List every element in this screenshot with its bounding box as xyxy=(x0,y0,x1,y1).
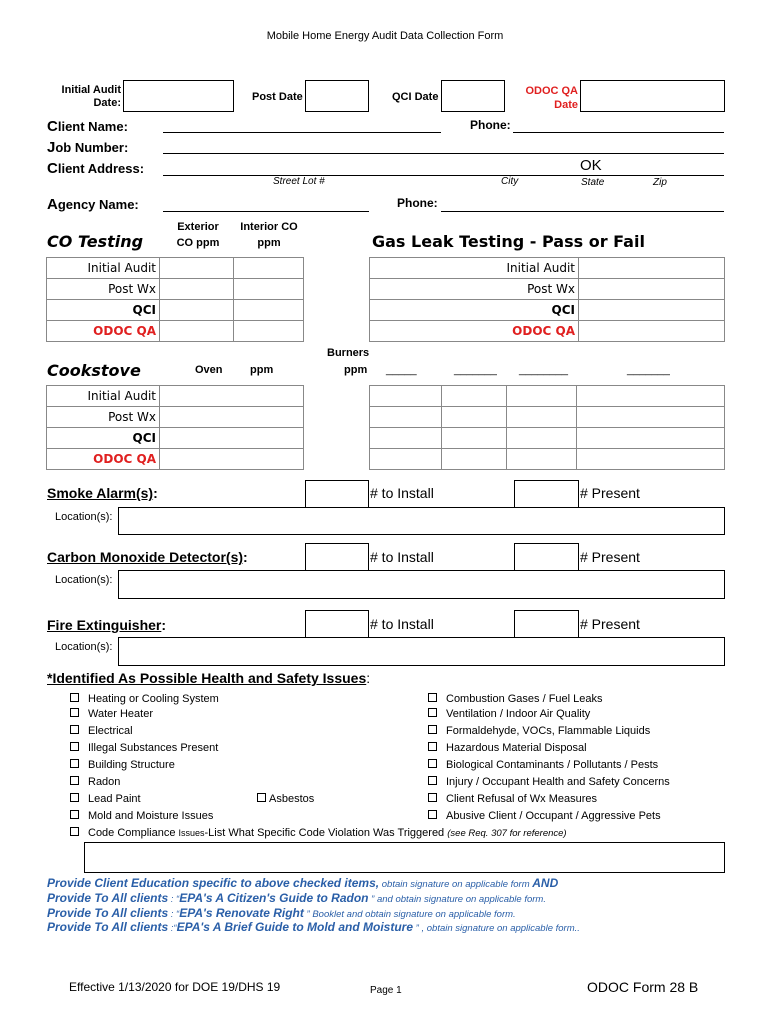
smoke-install-label: # to Install xyxy=(370,485,434,501)
issue-label: Radon xyxy=(88,776,121,788)
issue-checkbox[interactable] xyxy=(70,791,141,808)
education-text: Booklet and obtain signature on applicable form. xyxy=(309,909,516,920)
issue-checkbox[interactable] xyxy=(428,706,590,723)
zip-hint: Zip xyxy=(653,177,667,188)
fire-install-label: # to Install xyxy=(370,616,434,632)
co-detector-label xyxy=(47,549,248,565)
row-label: QCI xyxy=(47,300,160,321)
table-row xyxy=(370,258,725,279)
issue-label: Heating or Cooling System xyxy=(88,693,219,705)
table-row xyxy=(47,321,304,342)
code-label-a: Code Compliance xyxy=(88,827,179,839)
fire-location-label: Location(s): xyxy=(55,641,113,653)
client-name-text: lient Name: xyxy=(57,119,128,134)
checkbox-icon[interactable] xyxy=(70,725,79,734)
colon: : xyxy=(243,549,248,565)
checkbox-icon[interactable] xyxy=(70,827,79,836)
cell-input[interactable] xyxy=(160,449,304,470)
co-detector-text: Carbon Monoxide Detector(s) xyxy=(47,549,244,565)
cookstove-heading: Cookstove xyxy=(47,361,141,380)
colon: : xyxy=(161,617,167,633)
cell-input[interactable] xyxy=(160,300,234,321)
cell-input[interactable] xyxy=(234,258,304,279)
cell-input[interactable] xyxy=(160,279,234,300)
cell-input[interactable] xyxy=(370,407,442,428)
fire-present-label: # Present xyxy=(580,616,640,632)
post-date-field[interactable] xyxy=(305,80,369,112)
issue-label: Injury / Occupant Health and Safety Concerns xyxy=(446,776,670,788)
cell-input[interactable] xyxy=(160,407,304,428)
education-text: Provide To All clients xyxy=(47,906,169,920)
cell-input[interactable] xyxy=(577,386,725,407)
burner-3-blank[interactable]: ________ xyxy=(519,364,568,376)
row-label: Post Wx xyxy=(47,407,160,428)
checkbox-icon[interactable] xyxy=(428,776,437,785)
street-hint: Street Lot # xyxy=(273,176,325,187)
co-install-field[interactable] xyxy=(305,543,369,573)
education-text: Provide To All clients xyxy=(47,891,169,905)
code-label-c: -List What Specific Code Violation Was Triggered xyxy=(204,827,448,839)
date-label: Date: xyxy=(93,97,121,109)
page-title: Mobile Home Energy Audit Data Collection Form xyxy=(266,30,504,42)
smoke-alarm-text: Smoke Alarm(s) xyxy=(47,485,154,501)
interior-ppm-label: ppm xyxy=(257,237,281,249)
cell-input[interactable] xyxy=(577,428,725,449)
burners-label: Burners xyxy=(327,347,370,359)
initial-audit-date-field[interactable] xyxy=(123,80,234,112)
cell-input[interactable] xyxy=(442,386,507,407)
cell-input[interactable] xyxy=(370,449,442,470)
job-number-label xyxy=(47,139,128,156)
issues-heading xyxy=(47,670,370,686)
colon: : xyxy=(366,670,371,686)
cell-input[interactable] xyxy=(507,386,577,407)
table-row xyxy=(47,449,304,470)
client-address-initial: C xyxy=(47,160,58,177)
issue-checkbox[interactable] xyxy=(428,791,597,808)
checkbox-icon[interactable] xyxy=(428,693,437,702)
table-row xyxy=(47,279,304,300)
education-text: : “ xyxy=(168,894,180,905)
issue-label: Combustion Gases / Fuel Leaks xyxy=(446,693,603,705)
odoc-date-label: Date xyxy=(554,99,578,111)
issue-checkbox[interactable] xyxy=(70,774,120,791)
row-label: QCI xyxy=(370,300,579,321)
cell-input[interactable] xyxy=(370,386,442,407)
checkbox-icon[interactable] xyxy=(428,725,437,734)
oven-ppm-label: ppm xyxy=(250,364,274,376)
checkbox-icon[interactable] xyxy=(428,759,437,768)
co-location-field[interactable] xyxy=(118,570,725,599)
fire-extinguisher-text: Fire Extinguisher xyxy=(47,617,162,633)
burners-ppm-label: ppm xyxy=(344,364,368,376)
table-row xyxy=(370,449,725,470)
burners-table xyxy=(369,385,725,470)
issue-label: Illegal Substances Present xyxy=(88,742,219,754)
co-install-label: # to Install xyxy=(370,549,434,565)
smoke-alarm-label xyxy=(47,485,158,501)
cell-input[interactable] xyxy=(160,321,234,342)
client-address-label xyxy=(47,160,144,177)
issue-checkbox[interactable] xyxy=(428,740,587,757)
education-text: Provide To All clients xyxy=(47,920,169,934)
client-address-text: lient Address: xyxy=(57,161,145,176)
issue-label: Mold and Moisture Issues xyxy=(88,810,214,822)
checkbox-icon[interactable] xyxy=(257,793,266,802)
client-name-field[interactable] xyxy=(163,132,441,133)
smoke-location-field[interactable] xyxy=(118,507,725,535)
co-ppm-label: CO ppm xyxy=(176,237,220,249)
issue-checkbox[interactable] xyxy=(428,757,658,774)
agency-name-label xyxy=(47,196,139,213)
oven-label: Oven xyxy=(195,364,223,376)
education-text: EPA's A Citizen's Guide to Radon xyxy=(179,891,369,905)
odoc-qa-date-field[interactable] xyxy=(580,80,725,112)
initial-audit-label: Initial Audit xyxy=(61,84,121,96)
checkbox-icon[interactable] xyxy=(428,810,437,819)
row-label: Initial Audit xyxy=(47,258,160,279)
job-number-initial: J xyxy=(47,139,56,156)
issue-checkbox[interactable] xyxy=(428,808,661,825)
issue-checkbox[interactable] xyxy=(70,757,175,774)
row-label: Post Wx xyxy=(47,279,160,300)
checkbox-icon[interactable] xyxy=(70,759,79,768)
odoc-qa-label: ODOC QA xyxy=(525,85,578,97)
education-text: Provide Client Education specific to above checked items, xyxy=(47,876,380,890)
checkbox-icon[interactable] xyxy=(70,810,79,819)
gas-leak-heading: Gas Leak Testing - Pass or Fail xyxy=(372,232,645,251)
table-row xyxy=(370,386,725,407)
agency-name-initial: A xyxy=(47,196,58,213)
fire-location-field[interactable] xyxy=(118,637,725,666)
client-phone-label: Phone: xyxy=(470,118,511,132)
colon: : xyxy=(153,485,158,501)
table-row xyxy=(370,428,725,449)
footer-page: Page 1 xyxy=(370,985,402,996)
issue-label: Water Heater xyxy=(88,708,154,720)
fire-extinguisher-label xyxy=(47,617,166,633)
smoke-present-field[interactable] xyxy=(514,480,579,509)
row-label: Initial Audit xyxy=(370,258,579,279)
code-label-b: Issues xyxy=(178,828,205,838)
co-location-label: Location(s): xyxy=(55,574,113,586)
post-date-label: Post Date xyxy=(252,91,303,103)
cell-input[interactable] xyxy=(370,428,442,449)
issue-label: Hazardous Material Disposal xyxy=(446,742,587,754)
table-row xyxy=(370,321,725,342)
agency-phone-field[interactable] xyxy=(441,211,724,212)
table-row xyxy=(370,279,725,300)
education-text: ” xyxy=(413,923,419,934)
cell-input[interactable] xyxy=(160,386,304,407)
co-testing-table xyxy=(46,257,304,342)
issue-checkbox[interactable] xyxy=(428,723,650,740)
interior-co-header xyxy=(236,219,302,251)
education-line-4 xyxy=(47,918,580,936)
row-label: Post Wx xyxy=(370,279,579,300)
row-label: Initial Audit xyxy=(47,386,160,407)
checkbox-icon[interactable] xyxy=(70,793,79,802)
smoke-present-label: # Present xyxy=(580,485,640,501)
cell-input[interactable] xyxy=(234,300,304,321)
initial-audit-date-label xyxy=(40,84,121,110)
footer-form-number: ODOC Form 28 B xyxy=(587,979,699,995)
client-name-initial: C xyxy=(47,118,58,135)
checkbox-icon[interactable] xyxy=(428,793,437,802)
client-phone-field[interactable] xyxy=(513,132,724,133)
city-hint: City xyxy=(501,176,519,187)
education-text: EPA's A Brief Guide to Mold and Moisture xyxy=(176,920,414,934)
checkbox-icon[interactable] xyxy=(428,708,437,717)
education-text: obtain signature on applicable form xyxy=(379,879,533,890)
cell-input[interactable] xyxy=(234,321,304,342)
exterior-label: Exterior xyxy=(177,221,219,233)
co-present-label: # Present xyxy=(580,549,640,565)
agency-phone-label: Phone: xyxy=(397,196,438,210)
education-text: ” xyxy=(303,909,310,920)
issue-checkbox[interactable] xyxy=(70,723,133,740)
odoc-qa-date-label xyxy=(512,84,578,112)
footer-effective: Effective 1/13/2020 for DOE 19/DHS 19 xyxy=(69,980,281,994)
issue-label: Biological Contaminants / Pollutants / Pests xyxy=(446,759,659,771)
state-hint: State xyxy=(581,177,605,188)
row-label: ODOC QA xyxy=(47,321,160,342)
issue-label: Client Refusal of Wx Measures xyxy=(446,793,597,805)
cell-input[interactable] xyxy=(507,407,577,428)
issue-label: Electrical xyxy=(88,725,133,737)
row-label: ODOC QA xyxy=(47,449,160,470)
burner-4-blank[interactable]: _______ xyxy=(627,364,670,376)
issue-label: Lead Paint xyxy=(88,793,141,805)
cookstove-table xyxy=(46,385,304,470)
cell-input[interactable] xyxy=(577,407,725,428)
burner-2-blank[interactable]: _______ xyxy=(454,364,497,376)
education-text: EPA's Renovate Right xyxy=(179,906,304,920)
cell-input[interactable] xyxy=(234,279,304,300)
code-reference: (see Req. 307 for reference) xyxy=(447,828,567,839)
issue-label: Formaldehyde, VOCs, Flammable Liquids xyxy=(446,725,651,737)
qci-date-field[interactable] xyxy=(441,80,505,112)
issue-label: Asbestos xyxy=(269,793,315,805)
cell-input[interactable] xyxy=(579,279,725,300)
issue-checkbox[interactable] xyxy=(70,808,213,825)
cell-input[interactable] xyxy=(579,321,725,342)
cell-input[interactable] xyxy=(442,449,507,470)
table-row xyxy=(370,407,725,428)
table-row xyxy=(47,300,304,321)
gas-leak-table xyxy=(369,257,725,342)
cell-input[interactable] xyxy=(442,428,507,449)
job-number-field[interactable] xyxy=(163,153,724,154)
code-violation-field[interactable] xyxy=(84,842,725,873)
checkbox-icon[interactable] xyxy=(70,708,79,717)
checkbox-icon[interactable] xyxy=(70,776,79,785)
table-row xyxy=(47,386,304,407)
cell-input[interactable] xyxy=(507,428,577,449)
job-number-text: ob Number: xyxy=(55,140,129,155)
education-text: , obtain signature on applicable form.. xyxy=(418,923,580,934)
checkbox-icon[interactable] xyxy=(70,693,79,702)
education-text: and obtain signature on applicable form. xyxy=(374,894,546,905)
education-text: :“ xyxy=(168,923,177,934)
smoke-location-label: Location(s): xyxy=(55,511,113,523)
education-text: AND xyxy=(532,876,559,890)
issue-checkbox[interactable] xyxy=(70,706,153,723)
issue-checkbox[interactable] xyxy=(70,740,218,757)
checkbox-icon[interactable] xyxy=(428,742,437,751)
table-row xyxy=(47,428,304,449)
issues-heading-text: *Identified As Possible Health and Safety Issues xyxy=(47,670,367,686)
checkbox-icon[interactable] xyxy=(70,742,79,751)
issue-label: Building Structure xyxy=(88,759,175,771)
fire-install-field[interactable] xyxy=(305,610,369,639)
burner-1-blank[interactable]: _____ xyxy=(386,364,417,376)
state-value: OK xyxy=(580,157,602,174)
client-address-field[interactable] xyxy=(163,175,724,176)
education-text: : “ xyxy=(168,909,180,920)
table-row xyxy=(47,258,304,279)
row-label: ODOC QA xyxy=(370,321,579,342)
cell-input[interactable] xyxy=(160,428,304,449)
smoke-install-field[interactable] xyxy=(305,480,369,509)
qci-date-label: QCI Date xyxy=(392,91,439,103)
exterior-co-header xyxy=(170,219,226,251)
interior-co-label: Interior CO xyxy=(240,221,298,233)
cell-input[interactable] xyxy=(442,407,507,428)
row-label: QCI xyxy=(47,428,160,449)
co-testing-heading: CO Testing xyxy=(47,232,144,251)
issue-label: Ventilation / Indoor Air Quality xyxy=(446,708,591,720)
education-text: ” xyxy=(368,894,375,905)
cell-input[interactable] xyxy=(577,449,725,470)
co-present-field[interactable] xyxy=(514,543,579,573)
cell-input[interactable] xyxy=(160,258,234,279)
agency-name-text: gency Name: xyxy=(57,197,139,212)
table-row xyxy=(47,407,304,428)
fire-present-field[interactable] xyxy=(514,610,579,639)
cell-input[interactable] xyxy=(579,300,725,321)
issue-checkbox-asbestos[interactable] xyxy=(257,791,314,808)
agency-name-field[interactable] xyxy=(163,211,369,212)
cell-input[interactable] xyxy=(507,449,577,470)
cell-input[interactable] xyxy=(579,258,725,279)
issue-label: Abusive Client / Occupant / Aggressive Pets xyxy=(446,810,661,822)
client-name-label xyxy=(47,118,128,135)
table-row xyxy=(370,300,725,321)
issue-checkbox[interactable] xyxy=(428,774,670,791)
code-compliance-checkbox[interactable] xyxy=(70,825,567,842)
